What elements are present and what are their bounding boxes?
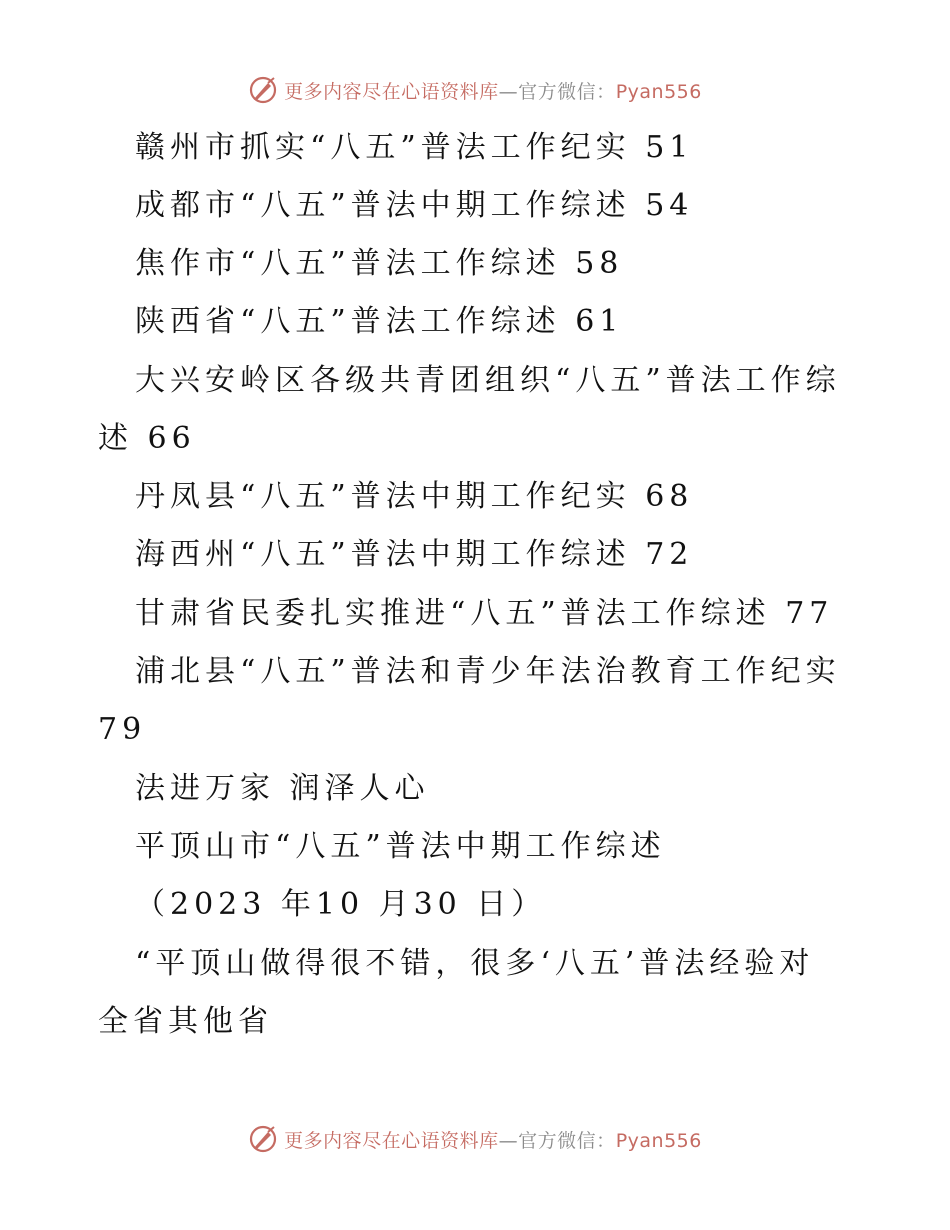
toc-entry: 赣州市抓实“八五”普法工作纪实 51 bbox=[135, 130, 694, 165]
quill-pen-logo-icon bbox=[248, 1124, 278, 1154]
toc-entry: 成都市“八五”普法中期工作综述 54 bbox=[135, 188, 694, 223]
footer-watermark bbox=[0, 1122, 950, 1156]
toc-entry: 甘肃省民委扎实推进“八五”普法工作综述 77 bbox=[135, 596, 834, 631]
toc-entry-continuation: 79 bbox=[98, 712, 147, 747]
section-title: 法进万家 润泽人心 bbox=[135, 771, 430, 806]
toc-entry-continuation: 述 66 bbox=[98, 421, 196, 456]
header-watermark bbox=[0, 73, 950, 107]
paragraph-line: “平顶山做得很不错，很多‘八五’普法经验对 bbox=[135, 946, 815, 981]
toc-entry: 海西州“八五”普法中期工作综述 72 bbox=[135, 537, 694, 572]
toc-entry: 丹凤县“八五”普法中期工作纪实 68 bbox=[135, 479, 694, 514]
article-date: （2023 年10 月30 日） bbox=[135, 887, 547, 922]
article-title: 平顶山市“八五”普法中期工作综述 bbox=[135, 829, 666, 864]
quill-pen-logo-icon bbox=[248, 75, 278, 105]
toc-entry: 大兴安岭区各级共青团组织“八五”普法工作综 bbox=[135, 363, 841, 398]
watermark-text: 更多内容尽在心语资料库—官方微信：Pyan556 bbox=[284, 80, 702, 103]
toc-entry: 陕西省“八五”普法工作综述 61 bbox=[135, 304, 624, 339]
toc-entry: 浦北县“八五”普法和青少年法治教育工作纪实 bbox=[135, 654, 841, 689]
watermark-text: 更多内容尽在心语资料库—官方微信：Pyan556 bbox=[284, 1129, 702, 1152]
toc-entry: 焦作市“八五”普法工作综述 58 bbox=[135, 246, 624, 281]
paragraph-line: 全省其他省 bbox=[98, 1004, 273, 1039]
